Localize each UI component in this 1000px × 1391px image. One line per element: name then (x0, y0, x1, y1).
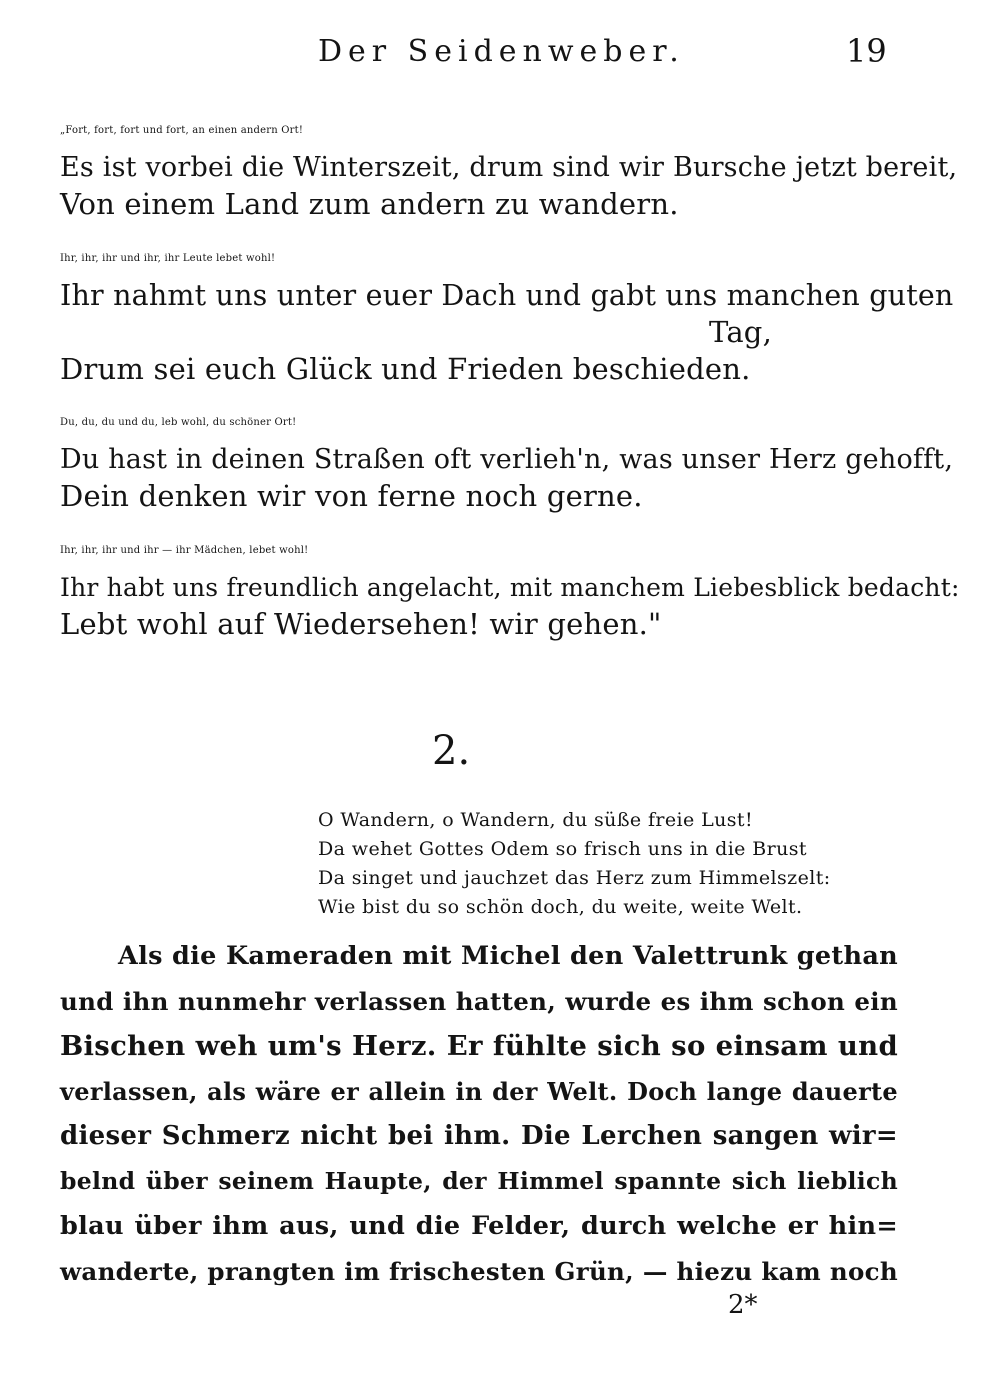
verse-line: Ihr habt uns freundlich angelacht, mit manchem Liebesblick bedacht: (60, 573, 960, 602)
verse-line: Du hast in deinen Straßen oft verlieh'n, was unser Herz gehofft, (60, 444, 954, 475)
verse-line: Dein denken wir von ferne noch gerne. (60, 479, 643, 513)
epigraph-line: Da wehet Gottes Odem so frisch uns in die Brust (318, 838, 807, 860)
prose-paragraph (60, 934, 898, 1294)
epigraph-line: Wie bist du so schön doch, du weite, weite Welt. (318, 896, 803, 918)
verse-line: Ihr, ihr, ihr und ihr — ihr Mädchen, lebet wohl! (60, 545, 309, 556)
page-number: 19 (846, 32, 887, 70)
prose-line: belnd über seinem Haupte, der Himmel spannte sich lieblich (60, 1167, 898, 1195)
verse-line: Ihr, ihr, ihr und ihr, ihr Leute lebet wohl! (60, 253, 276, 264)
epigraph (318, 806, 831, 922)
section-number: 2. (432, 728, 471, 774)
epigraph-line: Da singet und jauchzet das Herz zum Himmelszelt: (318, 867, 831, 889)
signature-mark: 2* (728, 1290, 758, 1320)
stanza-1 (60, 112, 957, 223)
prose-line: Bischen weh um's Herz. Er fühlte sich so einsam und (60, 1030, 898, 1062)
prose-line: dieser Schmerz nicht bei ihm. Die Lerchen sangen wir= (60, 1121, 898, 1151)
verse-line: Es ist vorbei die Winterszeit, drum sind wir Bursche jetzt bereit, (60, 152, 958, 183)
verse-line: Du, du, du und du, leb wohl, du schöner Ort! (60, 417, 297, 428)
stanza-3 (60, 404, 953, 515)
running-title: Der Seidenweber. (318, 34, 685, 69)
prose-line: und ihn nunmehr verlassen hatten, wurde es ihm schon ein (60, 987, 898, 1016)
stanza-4 (60, 532, 960, 643)
prose-line: wanderte, prangten im frischesten Grün, — hiezu kam noch (60, 1257, 898, 1286)
running-head (0, 30, 1000, 86)
stanza-2 (60, 240, 953, 388)
prose-line: verlassen, als wäre er allein in der Welt. Doch lange dauerte (60, 1077, 898, 1106)
epigraph-line: O Wandern, o Wandern, du süße freie Lust! (318, 809, 753, 831)
verse-line: Lebt wohl auf Wiedersehen! wir gehen." (60, 607, 662, 641)
prose-line: blau über ihm aus, und die Felder, durch welche er hin= (60, 1211, 898, 1241)
verse-line: Von einem Land zum andern zu wandern. (60, 187, 679, 221)
verse-line-continuation: Tag, (709, 315, 772, 349)
verse-line: Ihr nahmt uns unter euer Dach und gabt uns manchen guten (60, 279, 954, 312)
verse-line: Drum sei euch Glück und Frieden beschieden. (60, 352, 751, 386)
verse-line: „Fort, fort, fort und fort, an einen andern Ort! (60, 125, 304, 136)
prose-line: Als die Kameraden mit Michel den Valettrunk gethan (118, 941, 898, 971)
